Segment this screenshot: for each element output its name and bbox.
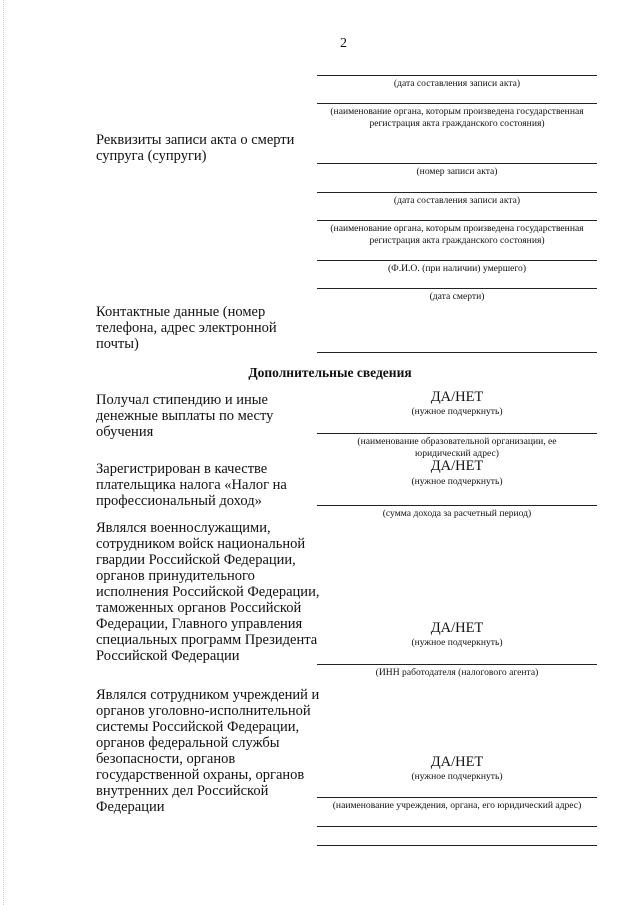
caption-organ-top: (наименование органа, которым произведена государственная регистрация акта гражданского состояния) xyxy=(330,106,584,129)
label-military-service: Являлся военнослужащими, сотрудником войск национальной гвардии Российской Федерации, органов принудительного исполнения Российской Федерации, таможенных органов Российской Федерации, Главного управления специальных программ Президента Российской Федерации xyxy=(96,520,320,664)
yes-no-scholarship: ДА/НЕТ xyxy=(430,389,484,405)
caption-deceased-name: (Ф.И.О. (при наличии) умершего) xyxy=(387,263,527,274)
yes-no-professional-income-tax: ДА/НЕТ xyxy=(430,458,484,474)
caption-registration-organ: (наименование органа, которым произведена государственная регистрация акта гражданского состояния) xyxy=(330,223,584,246)
label-scholarship: Получал стипендию и иные денежные выплаты по месту обучения xyxy=(96,392,274,440)
fill-line xyxy=(317,845,597,846)
fill-line xyxy=(317,260,597,261)
fill-line xyxy=(317,192,597,193)
caption-record-number: (номер записи акта) xyxy=(416,166,498,177)
fill-line xyxy=(317,220,597,221)
fill-line xyxy=(317,352,597,353)
label-death-record: Реквизиты записи акта о смерти супруга (супруги) xyxy=(96,132,295,164)
fill-line xyxy=(317,103,597,104)
yes-no-military-service: ДА/НЕТ xyxy=(430,620,484,636)
hint-underline: (нужное подчеркнуть) xyxy=(411,637,503,648)
hint-underline: (нужное подчеркнуть) xyxy=(411,771,503,782)
caption-record-date-top: (дата составления записи акта) xyxy=(393,78,521,89)
page-number: 2 xyxy=(340,36,347,51)
yes-no-law-enforcement-service: ДА/НЕТ xyxy=(430,754,484,770)
hint-underline: (нужное подчеркнуть) xyxy=(411,476,503,487)
label-contacts: Контактные данные (номер телефона, адрес электронной почты) xyxy=(96,304,277,352)
section-heading: Дополнительные сведения xyxy=(248,365,412,380)
scan-margin xyxy=(3,0,4,905)
fill-line xyxy=(317,826,597,827)
fill-line xyxy=(317,505,597,506)
label-professional-income-tax: Зарегистрирован в качестве плательщика налога «Налог на профессиональный доход» xyxy=(96,461,287,509)
fill-line xyxy=(317,163,597,164)
fill-line xyxy=(317,288,597,289)
caption-employer-inn: (ИНН работодателя (налогового агента) xyxy=(375,667,539,678)
caption-record-date: (дата составления записи акта) xyxy=(393,195,521,206)
fill-line xyxy=(317,797,597,798)
caption-education-org: (наименование образовательной организации, ее юридический адрес) xyxy=(357,436,557,459)
caption-institution-address: (наименование учреждения, органа, его юридический адрес) xyxy=(332,800,582,811)
fill-line xyxy=(317,664,597,665)
caption-death-date: (дата смерти) xyxy=(429,291,485,302)
hint-underline: (нужное подчеркнуть) xyxy=(411,406,503,417)
label-law-enforcement-service: Являлся сотрудником учреждений и органов уголовно-исполнительной системы Российской Федерации, органов федеральной службы безопасности, органов государственной охраны, органов внутренних дел Российской Федерации xyxy=(96,687,320,815)
fill-line xyxy=(317,433,597,434)
fill-line xyxy=(317,75,597,76)
caption-income-amount: (сумма дохода за расчетный период) xyxy=(382,508,532,519)
